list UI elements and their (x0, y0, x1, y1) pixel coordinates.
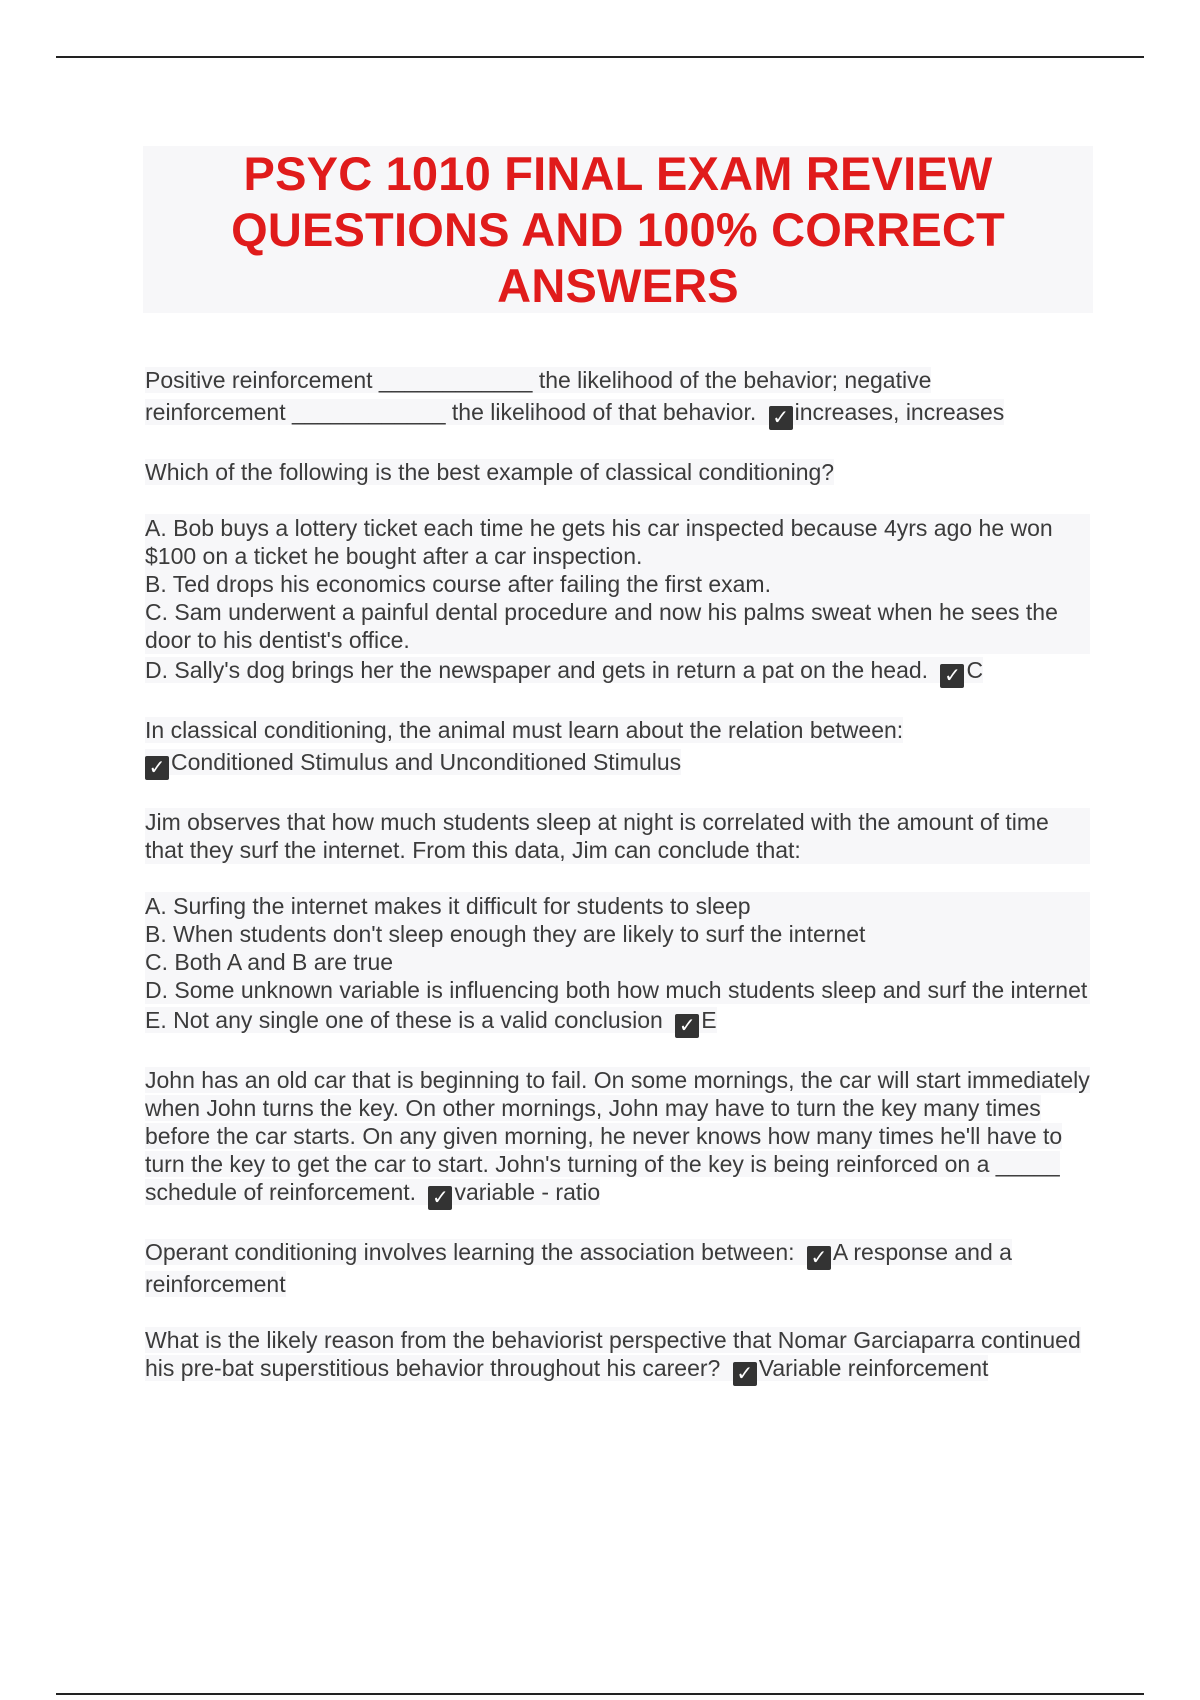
title-box (143, 146, 1093, 313)
check-box-icon: ✓ (145, 756, 169, 780)
qa-item-2 (145, 458, 1090, 688)
option-text: C. Sam underwent a painful dental procedure and now his palms sweat when he sees the door to his dentist's office. (145, 598, 1090, 654)
option-text: B. When students don't sleep enough they are likely to surf the internet (145, 920, 1090, 948)
question-text: John has an old car that is beginning to fail. On some mornings, the car will start immediately when John turns the key. On other mornings, John may have to turn the key many times before the car starts. On any given morning, he never knows how many times he'll have to turn the key to get the car to start. John's turning of the key is being reinforced on a _____ schedule of reinforcement. (145, 1067, 1090, 1205)
answer-text: Variable reinforcement (758, 1355, 989, 1381)
qa-item-6 (145, 1238, 1090, 1298)
qa-item-5 (145, 1066, 1090, 1210)
option-text: A. Surfing the internet makes it difficult for students to sleep (145, 892, 1090, 920)
question-text: reinforcement ____________ the likelihood of that behavior. (145, 399, 757, 425)
answer-text: Conditioned Stimulus and Unconditioned Stimulus (171, 749, 682, 775)
option-text: A. Bob buys a lottery ticket each time he gets his car inspected because 4yrs ago he won $100 on a ticket he bought after a car inspection. (145, 514, 1090, 570)
option-text: B. Ted drops his economics course after failing the first exam. (145, 570, 1090, 598)
qa-content (145, 366, 1090, 1414)
question-text: In classical conditioning, the animal must learn about the relation between: (145, 717, 904, 743)
answer-text: variable - ratio (454, 1179, 601, 1205)
check-box-icon: ✓ (940, 664, 964, 688)
option-text: D. Sally's dog brings her the newspaper and gets in return a pat on the head. (145, 657, 929, 683)
question-text: Jim observes that how much students sleep at night is correlated with the amount of time that they surf the internet. From this data, Jim can conclude that: (145, 808, 1090, 864)
check-box-icon: ✓ (807, 1246, 831, 1270)
option-text: C. Both A and B are true (145, 948, 1090, 976)
answer-text: A response and a reinforcement (145, 1239, 1012, 1297)
qa-item-1 (145, 366, 1090, 430)
qa-item-3 (145, 716, 1090, 780)
question-text: Operant conditioning involves learning the association between: (145, 1239, 795, 1265)
document-title: PSYC 1010 FINAL EXAM REVIEW QUESTIONS AND 100% CORRECT ANSWERS (231, 146, 1005, 312)
answer-text: C (966, 657, 984, 683)
check-box-icon: ✓ (675, 1014, 699, 1038)
option-text: E. Not any single one of these is a valid conclusion (145, 1007, 663, 1033)
answer-text: increases, increases (794, 399, 1005, 425)
bottom-rule (56, 1693, 1144, 1695)
answer-text: E (701, 1007, 717, 1033)
question-text: What is the likely reason from the behaviorist perspective that Nomar Garciaparra continued his pre-bat superstitious behavior throughout his career? (145, 1327, 1081, 1381)
top-rule (56, 56, 1144, 58)
option-text: D. Some unknown variable is influencing both how much students sleep and surf the internet (145, 976, 1090, 1004)
qa-item-4 (145, 808, 1090, 1038)
check-box-icon: ✓ (428, 1186, 452, 1210)
check-box-icon: ✓ (769, 406, 793, 430)
question-text: Positive reinforcement ____________ the likelihood of the behavior; negative (145, 367, 932, 393)
qa-item-7 (145, 1326, 1090, 1386)
question-text: Which of the following is the best example of classical conditioning? (145, 459, 835, 485)
check-box-icon: ✓ (733, 1362, 757, 1386)
